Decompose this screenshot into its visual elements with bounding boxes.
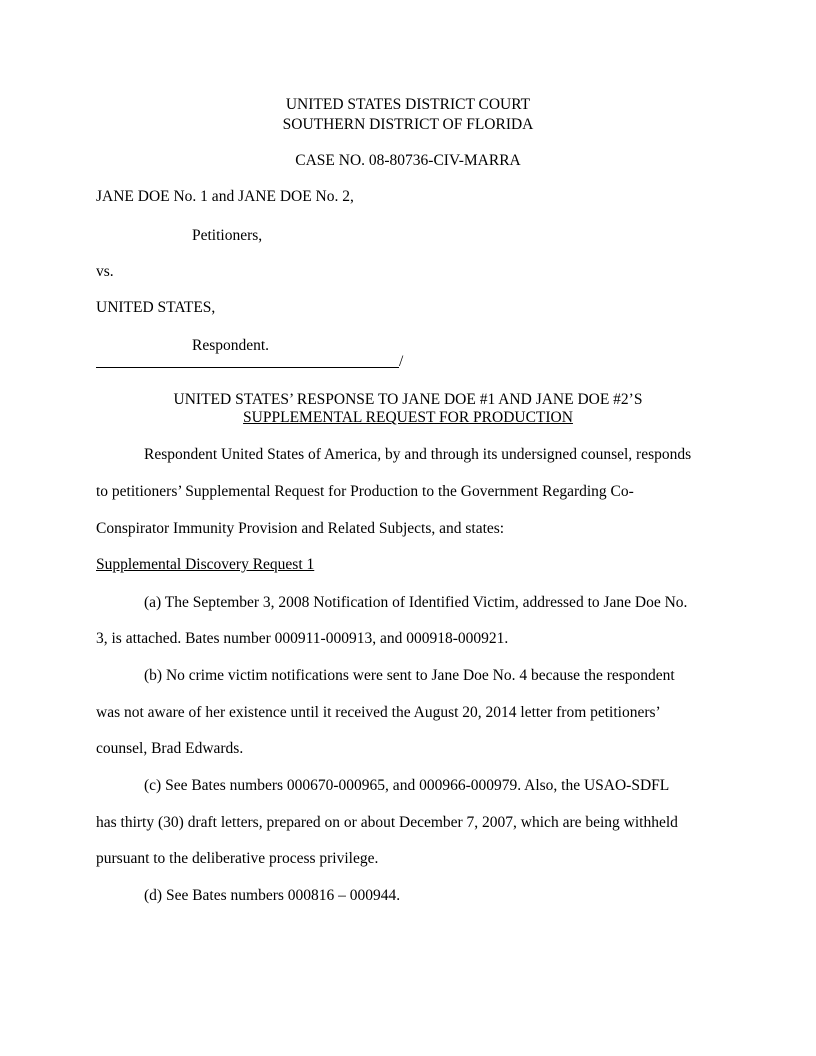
petitioner-parties: JANE DOE No. 1 and JANE DOE No. 2, xyxy=(96,188,354,205)
response-b-line-1: (b) No crime victim notifications were sent to Jane Doe No. 4 because the respondent xyxy=(144,667,675,684)
caption-rule xyxy=(96,367,399,368)
response-b-line-3: counsel, Brad Edwards. xyxy=(96,740,244,757)
response-b-line-2: was not aware of her existence until it received the August 20, 2014 letter from petitioners’ xyxy=(96,704,661,721)
respondent-label: Respondent. xyxy=(192,337,270,354)
petitioners-label: Petitioners, xyxy=(192,227,263,244)
response-c-line-3: pursuant to the deliberative process privilege. xyxy=(96,850,379,867)
versus-label: vs. xyxy=(96,263,114,280)
intro-line-3: Conspirator Immunity Provision and Related Subjects, and states: xyxy=(96,520,505,537)
document-subtitle: SUPPLEMENTAL REQUEST FOR PRODUCTION xyxy=(243,409,573,426)
intro-line-1: Respondent United States of America, by and through its undersigned counsel, responds xyxy=(144,446,692,463)
intro-line-2: to petitioners’ Supplemental Request for Production to the Government Regarding Co- xyxy=(96,483,634,500)
case-number: CASE NO. 08-80736-CIV-MARRA xyxy=(295,152,521,169)
response-a-line-2: 3, is attached. Bates number 000911-000913, and 000918-000921. xyxy=(96,630,509,647)
response-c-line-1: (c) See Bates numbers 000670-000965, and 000966-000979. Also, the USAO-SDFL xyxy=(144,777,670,794)
response-d-line-1: (d) See Bates numbers 000816 – 000944. xyxy=(144,887,401,904)
document-title: UNITED STATES’ RESPONSE TO JANE DOE #1 AND JANE DOE #2’S xyxy=(173,391,643,408)
response-c-line-2: has thirty (30) draft letters, prepared on or about December 7, 2007, which are being withheld xyxy=(96,814,678,831)
response-a-line-1: (a) The September 3, 2008 Notification of Identified Victim, addressed to Jane Doe No. xyxy=(144,594,688,611)
caption-slash: / xyxy=(399,353,404,370)
respondent-party: UNITED STATES, xyxy=(96,299,216,316)
district-name: SOUTHERN DISTRICT OF FLORIDA xyxy=(282,116,534,133)
court-name: UNITED STATES DISTRICT COURT xyxy=(285,96,531,113)
section-heading: Supplemental Discovery Request 1 xyxy=(96,556,315,573)
